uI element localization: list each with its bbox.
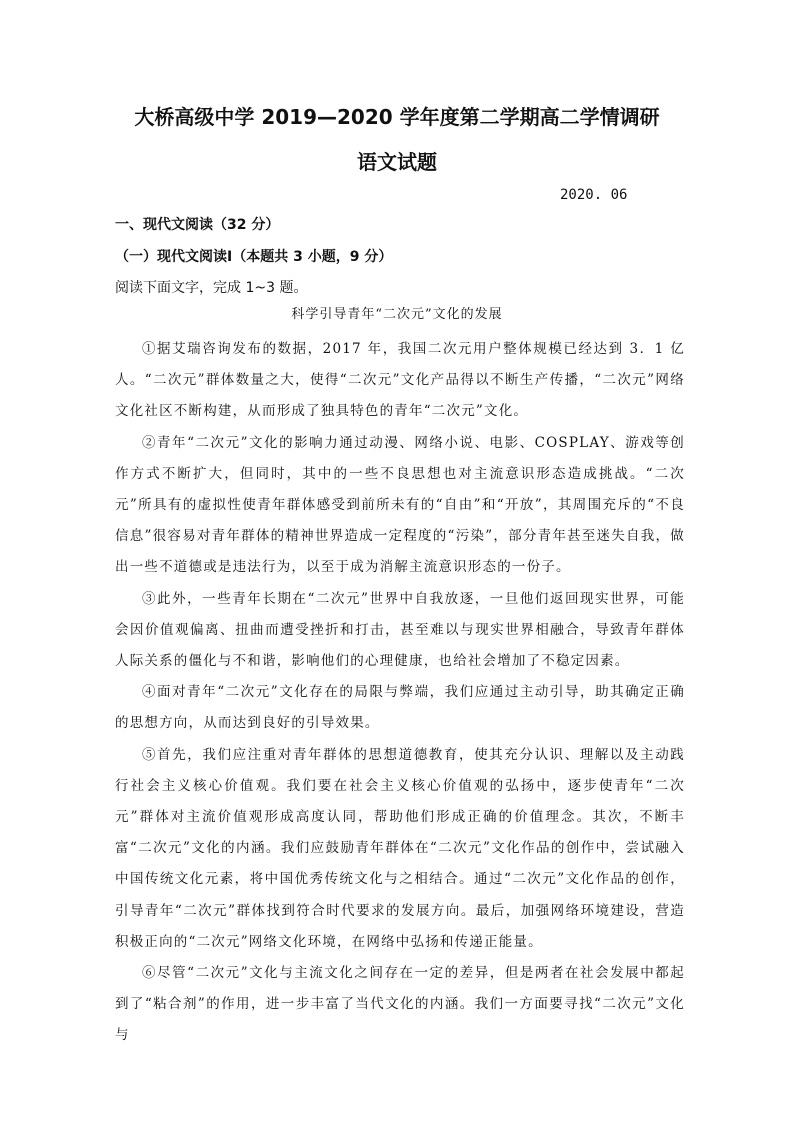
paragraph-6: ⑥尽管“二次元”文化与主流文化之间存在一定的差异，但是两者在社会发展中都起到了“粘合剂”的作用，进一步丰富了当代文化的内涵。我们一方面要寻找“二次元”文化与 <box>115 965 685 1044</box>
exam-title: 大桥高级中学 2019—2020 学年度第二学期高二学情调研 <box>134 105 660 129</box>
article-body <box>115 334 685 1052</box>
paragraph-5: ⑤首先，我们应注重对青年群体的思想道德教育，使其充分认识、理解以及主动践行社会主义核心价值观。我们要在社会主义核心价值观的弘扬中，逐步使青年“二次元”群体对主流价值观形成高度认同，帮助他们形成正确的价值理念。其次，不断丰富“二次元”文化的内涵。我们应鼓励青年群体在“二次元”文化作品的创作中，尝试融入中国传统文化元素，将中国优秀传统文化与之相结合。通过“二次元”文化作品的创作，引导青年“二次元”群体找到符合时代要求的发展方向。最后，加强网络环境建设，营造积极正向的“二次元”网络文化环境，在网络中弘扬和传递正能量。 <box>115 746 685 950</box>
exam-subtitle: 语文试题 <box>357 150 437 174</box>
paragraph-3: ③此外，一些青年长期在“二次元”世界中自我放逐，一旦他们返回现实世界，可能会因价值观偏离、扭曲而遭受挫折和打击，甚至难以与现实世界相融合，导致青年群体人际关系的僵化与不和谐，影响他们的心理健康，也给社会增加了不稳定因素。 <box>115 590 685 670</box>
article-title: 科学引导青年“二次元”文化的发展 <box>291 307 503 322</box>
paragraph-2: ②青年“二次元”文化的影响力通过动漫、网络小说、电影、COSPLAY、游戏等创作方式不断扩大，但同时，其中的一些不良思想也对主流意识形态造成挑战。“二次元”所具有的虚拟性使青年群体感受到前所未有的“自由”和“开放”，其周围充斥的“不良信息”很容易对青年群体的精神世界造成一定程度的“污染”，部分青年甚至迷失自我，做出一些不道德或是违法行为，以至于成为消解主流意识形态的一份子。 <box>115 434 685 576</box>
paragraph-1: ①据艾瑞咨询发布的数据，2017 年，我国二次元用户整体规模已经达到 3．1 亿人。“二次元”群体数量之大，使得“二次元”文化产品得以不断生产传播，“二次元”网络文化社区不断构建，从而形成了独具特色的青年“二次元”文化。 <box>115 341 685 420</box>
exam-date: 2020. 06 <box>560 187 628 203</box>
section-heading: 一、现代文阅读（32 分） <box>115 217 280 233</box>
paragraph-4: ④面对青年“二次元”文化存在的局限与弊端，我们应通过主动引导，助其确定正确的思想方向，从而达到良好的引导效果。 <box>115 684 685 732</box>
reading-instruction: 阅读下面文字，完成 1~3 题。 <box>115 280 308 296</box>
subsection-heading: （一）现代文阅读Ⅰ（本题共 3 小题，9 分） <box>115 249 393 265</box>
